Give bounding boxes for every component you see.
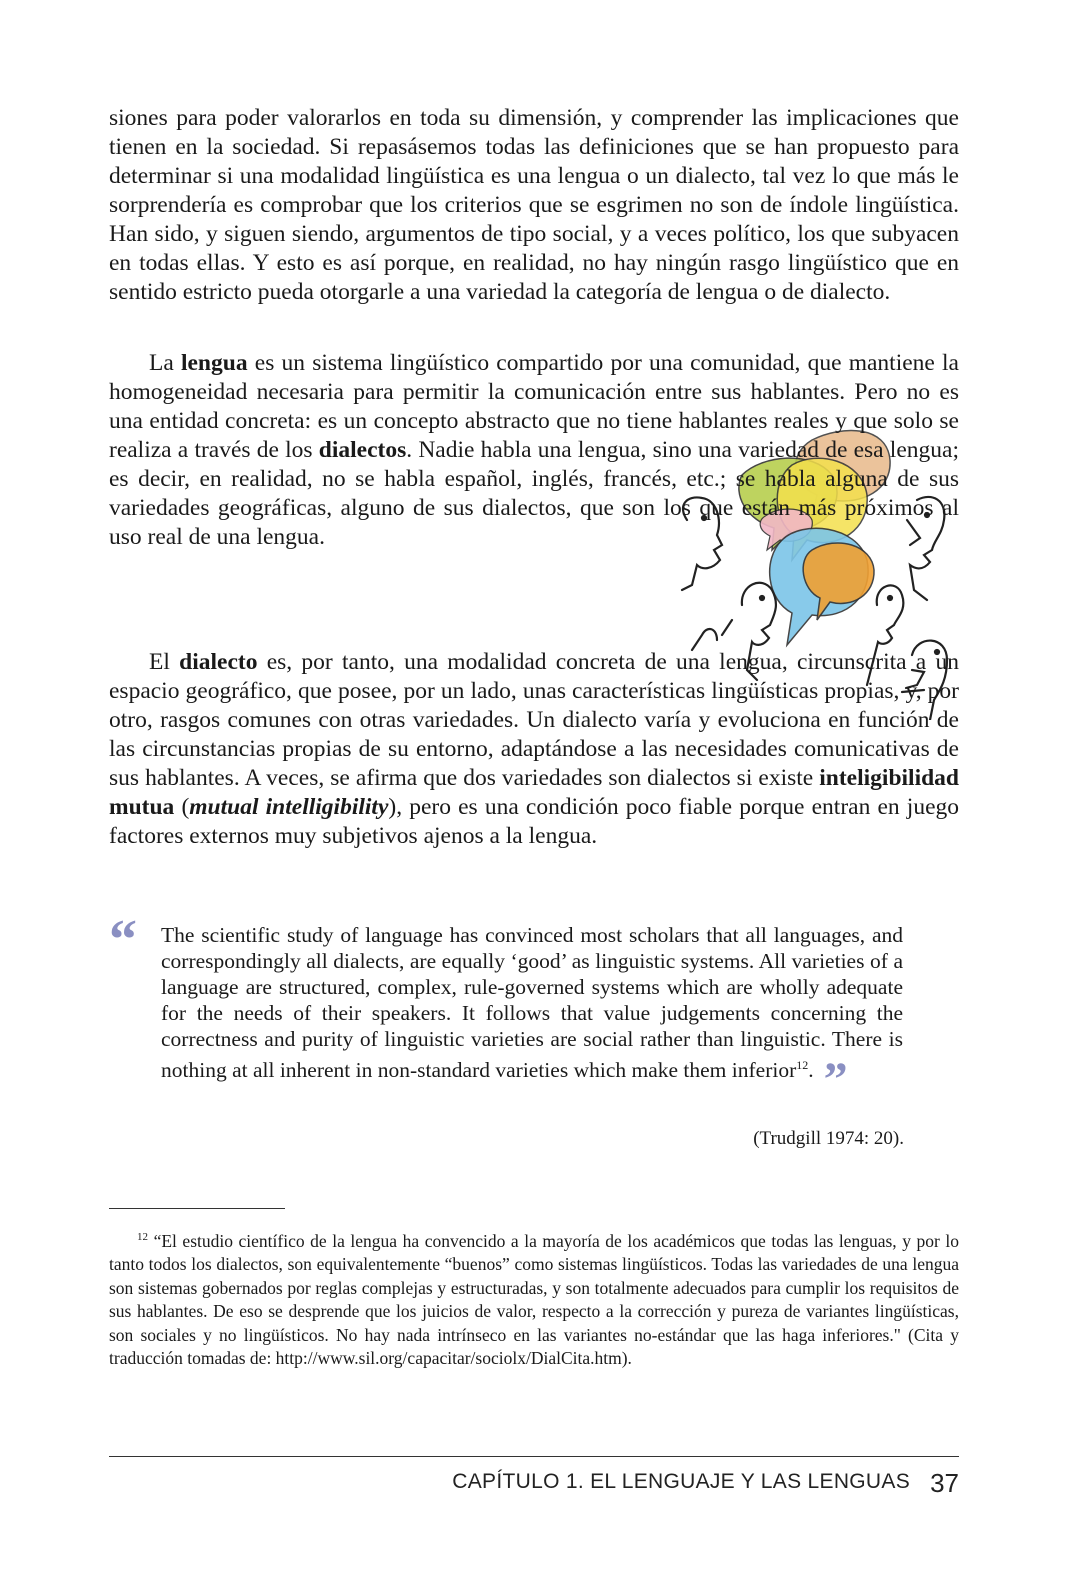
paragraph-3 [109, 648, 959, 851]
page-number: 37 [930, 1468, 959, 1498]
term-lengua: lengua [180, 350, 248, 376]
p3-part3: ( [174, 794, 190, 820]
paragraph-1-text: siones para poder valorarlos en toda su dimensión, y comprender las implicaciones que tienen en la sociedad. Si repasásemos todas las definiciones que se han propuesto para determinar si una modalidad lingüística es una lengua o un dialecto, tal vez lo que más le sorprendería es comprobar que los criterios que se esgrimen no son de índole lingüística. Han sido, y siguen siendo, argumentos de tipo social, y a veces político, los que subyacen en todas ellas. Y esto es así porque, en realidad, no hay ningún rasgo lingüístico que en sentido estricto pueda otorgarle a una variedad la categoría de lengua o de dialecto. [109, 105, 959, 305]
paragraph-3-text [109, 648, 959, 851]
term-inteligibilidad-mutua: inteligibilidad mutua [109, 765, 959, 820]
quote-citation: (Trudgill 1974: 20). [753, 1128, 904, 1149]
p3-part4: ), pero es una condición poco fiable porque entran en juego factores externos muy subjetivos ajenos a la lengua. [109, 794, 960, 849]
footnote-divider [109, 1208, 285, 1209]
head-bottom-left [692, 629, 717, 650]
quote-end: . [808, 1058, 814, 1083]
quote-body: The scientific study of language has convinced most scholars that all languages, and correspondingly all dialects, are equally ‘good’ as linguistic systems. All varieties of a language are structured, complex, rule-governed systems which are wholly adequate for the needs of their speakers. It follows that value judgements concerning the correctness and purity of linguistic varieties are social rather than linguistic. There is nothing at all inherent in non-standard varieties which make them inferior [161, 923, 903, 1083]
footnote-number: 12 [137, 1231, 148, 1243]
p2-part3: . Nadie habla una lengua, sino una variedad de esa lengua; es decir, en realidad, no se habla español, inglés, francés, etc.; se habla alguna de sus variedades geográficas, alguno de sus dialectos, que son los que están más próximos al uso real de una lengua. [109, 437, 959, 550]
p2-part1: La [149, 350, 181, 376]
p3-part2: es, por tanto, una modalidad concreta de una lengua, circunscrita a un espacio geográfico, que posee, por un lado, unas características lingüísticas propias, y, por otro, rasgos comunes con otras variedades. Un dialecto varía y evoluciona en función de las circunstancias propias de su entorno, adaptándose a las necesidades comunicativas de sus hablantes. A veces, se afirma que dos variedades son dialectos si existe [109, 649, 959, 791]
p3-part1: El [149, 649, 180, 675]
footnote-text: “El estudio científico de la lengua ha convencido a la mayoría de los académicos que todas las lenguas, y por lo tanto todos los dialectos, son equivalentemente “buenos” como sistemas lingüísticos. Todas las variedades de una lengua son sistemas gobernados por reglas complejas y estructuradas, y son totalmente adecuados para cumplir los requisitos de sus hablantes. De eso se desprende que los juicios de valor, respecto a la corrección y pureza de variantes lingüísticas, son sociales y no lingüísticos. No hay nada intrínseco en las variantes no-estándar que las haga inferiores." (Cita y traducción tomadas de: http://www.sil.org/capacitar/sociolx/DialCita.htm). [109, 1230, 960, 1369]
term-dialectos: dialectos [318, 437, 407, 463]
quote-open-mark: “ [109, 909, 137, 971]
paragraph-2 [109, 349, 959, 552]
term-mutual-intelligibility: mutual intelligibility [189, 794, 389, 820]
footnote-ref: 12 [796, 1058, 809, 1072]
quote-text [161, 922, 903, 1107]
paragraph-2-text [109, 349, 959, 552]
footer-divider [109, 1456, 959, 1457]
footnote [109, 1226, 959, 1371]
paragraph-1 [109, 104, 959, 307]
running-footer: CAPÍTULO 1. EL LENGUAJE Y LAS LENGUAS [452, 1470, 910, 1493]
p2-part2: es un sistema lingüístico compartido por una comunidad, que mantiene la homogeneidad necesaria para permitir la comunicación entre sus hablantes. Pero no es una entidad concreta: es un concepto abstracto que no tiene hablantes reales y que solo se realiza a través de los [109, 350, 959, 463]
term-dialecto: dialecto [179, 649, 258, 675]
quote-close-mark: ” [823, 1053, 848, 1107]
